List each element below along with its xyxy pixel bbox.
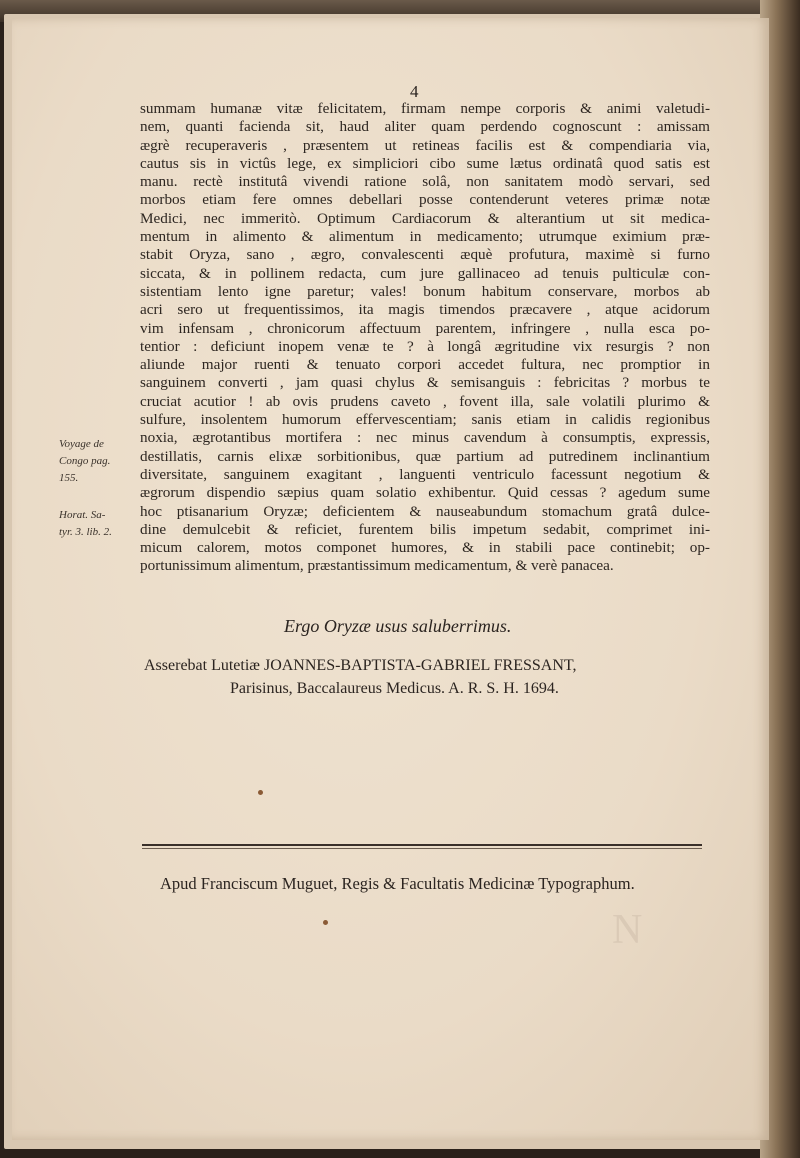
body-paragraph	[140, 100, 710, 576]
margin-note-line: 155.	[59, 472, 79, 484]
text-line: sulfure, insolentem humorum effervescentiam; sanis etiam in calidis regionibus	[140, 411, 710, 429]
text-line: micum calorem, motos componet humores, & in stabili pace continebit; op-	[140, 539, 710, 557]
text-line: acri sero ut frequentissimos, ita magis timendos præcavere , atque acidorum	[140, 301, 710, 319]
horizontal-rule	[142, 844, 702, 846]
text-line: cautus sis in victûs lege, ex simpliciori cibo sume lætus ordinatâ quod satis est	[140, 154, 710, 172]
thesis-conclusion: Ergo Oryzæ usus saluberrimus.	[284, 616, 512, 636]
text-line: morbos etiam fere omnes debellari posse contenderunt veteres primæ notæ	[140, 191, 710, 209]
defender-line: Parisinus, Baccalaureus Medicus. A. R. S. H. 1694.	[230, 680, 559, 697]
text-line: mentum in alimento & alimentum in medicamento; utrumque eximium præ-	[140, 228, 710, 246]
margin-note-horace	[59, 507, 141, 541]
text-line: dine demulcebit & reficiet, furentem bilis impetum sedabit, comprimet ini-	[140, 520, 710, 538]
text-line: siccata, & in pollinem redacta, cum jure gallinaceo ad tenuis pulticulæ con-	[140, 264, 710, 282]
ink-spot	[323, 920, 328, 925]
text-line: ægrè recuperaveris , præsentem ut retineas facilis est & compendiaria via,	[140, 136, 710, 154]
text-line: vim infensam , chronicorum affectuum parentem, infringere , nulla esca po-	[140, 319, 710, 337]
margin-note-line: tyr. 3. lib. 2.	[59, 526, 112, 538]
margin-note-line: Congo pag.	[59, 455, 111, 467]
horizontal-rule-thin	[142, 848, 702, 849]
text-line: destillatis, carnis elixæ sorbitionibus, quæ partium ad putredinem inclinantium	[140, 447, 710, 465]
text-line: stabit Oryza, sano , ægro, convalescenti æquè profutura, maximè si furno	[140, 246, 710, 264]
text-line: tentior : deficiunt inopem venæ te ? à longâ ægritudine vix resurgis ? non	[140, 337, 710, 355]
thesis-defender	[144, 654, 704, 700]
text-line: aliunde major ruenti & tenuato corpori accedet fultura, nec promptior in	[140, 356, 710, 374]
text-line: portunissimum alimentum, præstantissimum medicamentum, & verè panacea.	[140, 557, 614, 575]
printer-imprint: Apud Franciscum Muguet, Regis & Facultatis Medicinæ Typographum.	[160, 874, 635, 893]
text-line: manu. rectè institutâ vivendi ratione solâ, non sanitatem modò servari, sed	[140, 173, 710, 191]
text-line: cruciat acutior ! ab ovis prudens caveto , fovent illa, sale volatili plurimo &	[140, 392, 710, 410]
text-line: nem, quanti facienda sit, haud aliter quam perdendo cognoscunt : amissam	[140, 118, 710, 136]
show-through-bleed: N	[612, 907, 649, 953]
ink-spot	[258, 790, 263, 795]
margin-note-line: Voyage de	[59, 438, 104, 450]
text-line: ægrorum dispendio sæpius quam solatio exhibentur. Quid cessas ? agedum sume	[140, 484, 710, 502]
defender-line: Asserebat Lutetiæ JOANNES-BAPTISTA-GABRIEL FRESSANT,	[144, 657, 577, 674]
book-page	[12, 18, 769, 1140]
text-line: sistentiam lento igne paretur; vales! bonum habitum conservare, morbos ab	[140, 282, 710, 300]
text-line: sanguinem converti , jam quasi chylus & semisanguis : febricitas ? morbus te	[140, 374, 710, 392]
margin-note-voyage	[59, 436, 141, 487]
margin-note-line: Horat. Sa-	[59, 509, 106, 521]
text-line: Medici, nec immeritò. Optimum Cardiacorum & alterantium ut sit medica-	[140, 209, 710, 227]
text-line: diversitate, sanguinem exagitant , languenti ventriculo facessunt negotium &	[140, 465, 710, 483]
text-line: noxia, ægrotantibus mortifera : nec minus cavendum à consumptis, expressis,	[140, 429, 710, 447]
text-line: summam humanæ vitæ felicitatem, firmam nempe corporis & animi valetudi-	[140, 100, 710, 117]
page-number: 4	[410, 82, 419, 101]
text-line: hoc ptisanarium Oryzæ; deficientem & nauseabundum stomachum gratâ dulce-	[140, 502, 710, 520]
